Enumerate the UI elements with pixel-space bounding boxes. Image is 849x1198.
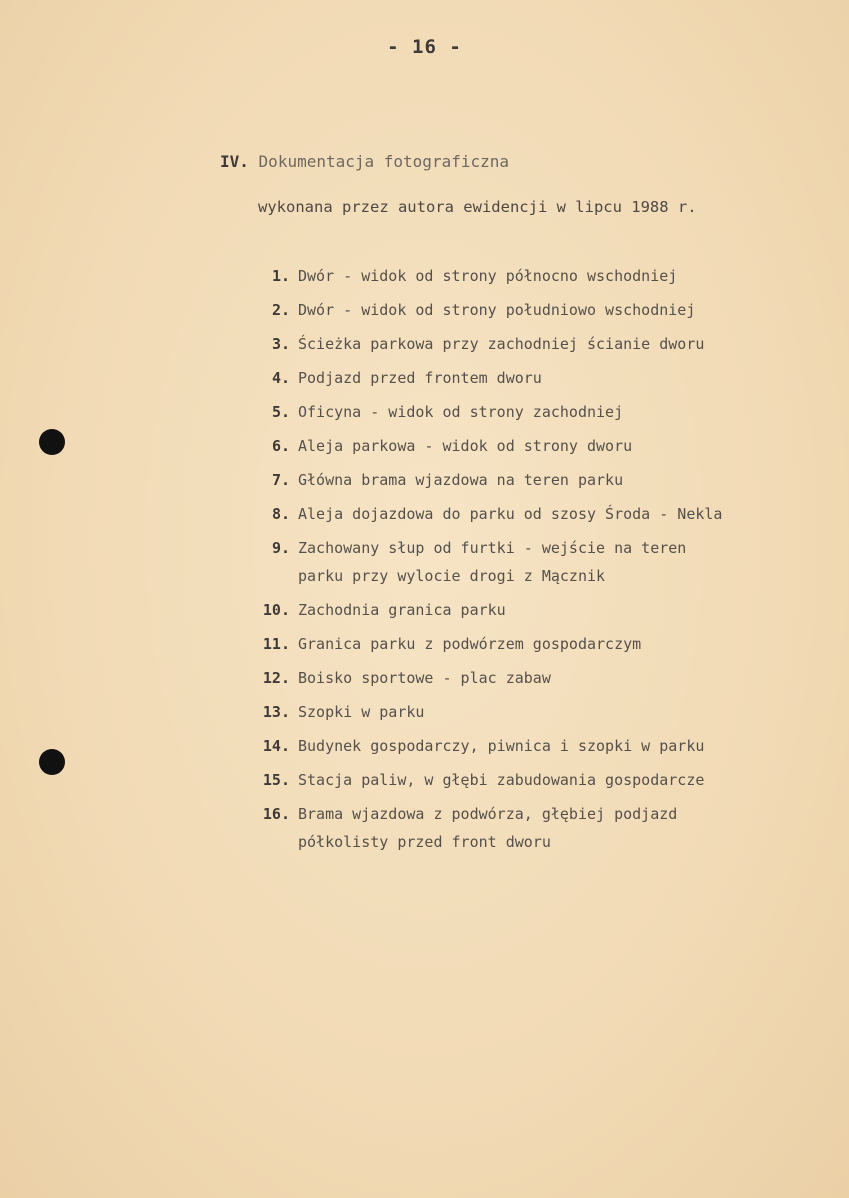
item-text: Ścieżka parkowa przy zachodniej ścianie dworu [298,335,705,353]
list-item [250,630,810,658]
item-text: Główna brama wjazdowa na teren parku [298,471,624,489]
item-text: Zachodnia granica parku [298,601,506,619]
item-text: Oficyna - widok od strony zachodniej [298,403,624,421]
item-number: 10. [262,601,290,619]
section-title: Dokumentacja fotograficzna [258,152,509,171]
item-number: 6. [271,437,290,455]
list-item [250,398,810,426]
item-text: Stacja paliw, w głębi zabudowania gospodarcze [298,771,705,789]
list-item [250,330,810,358]
item-text: Boisko sportowe - plac zabaw [298,669,551,687]
list-item [250,766,810,794]
item-number: 4. [271,369,290,387]
list-item [250,732,810,760]
item-text: Aleja dojazdowa do parku od szosy Środa - Nekla [298,505,723,523]
item-text: Szopki w parku [298,703,425,721]
item-number: 13. [262,703,290,721]
list-item [250,432,810,460]
item-text: Dwór - widok od strony północno wschodniej [298,267,678,285]
photo-list [250,262,810,862]
item-number: 3. [271,335,290,353]
item-text: Brama wjazdowa z podwórza, głębiej podjazd półkolisty przed front dworu [298,805,678,851]
section-heading [220,152,509,171]
list-item [250,262,810,290]
item-number: 5. [271,403,290,421]
list-item [250,534,810,590]
item-number: 14. [262,737,290,755]
punch-hole [39,429,65,455]
list-item [250,296,810,324]
list-item [250,664,810,692]
list-item [250,800,810,856]
item-number: 12. [262,669,290,687]
item-text: Budynek gospodarczy, piwnica i szopki w parku [298,737,705,755]
item-number: 2. [271,301,290,319]
item-number: 11. [262,635,290,653]
item-text: Podjazd przed frontem dworu [298,369,542,387]
item-number: 1. [271,267,290,285]
item-number: 16. [262,805,290,823]
list-item [250,698,810,726]
item-text: Zachowany słup od furtki - wejście na teren parku przy wylocie drogi z Mącznik [298,539,687,585]
section-subtitle: wykonana przez autora ewidencji w lipcu 1988 r. [258,198,697,216]
item-number: 15. [262,771,290,789]
section-numeral: IV. [220,152,249,171]
item-text: Aleja parkowa - widok od strony dworu [298,437,633,455]
page-number: - 16 - [387,36,462,58]
list-item [250,466,810,494]
item-number: 9. [271,539,290,557]
punch-hole [39,749,65,775]
item-number: 8. [271,505,290,523]
item-text: Dwór - widok od strony południowo wschodniej [298,301,696,319]
list-item [250,500,810,528]
item-text: Granica parku z podwórzem gospodarczym [298,635,642,653]
item-number: 7. [271,471,290,489]
list-item [250,364,810,392]
list-item [250,596,810,624]
